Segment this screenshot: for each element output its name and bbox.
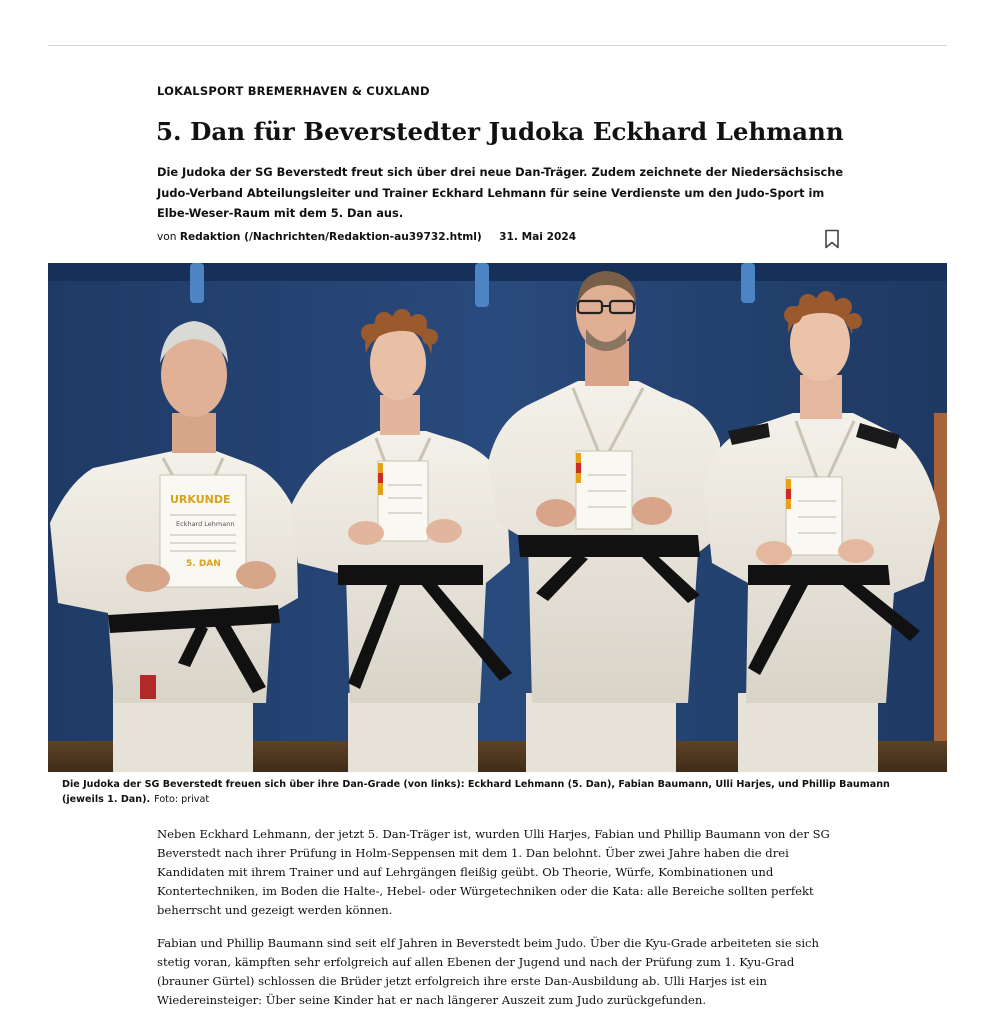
bookmark-icon[interactable] <box>824 229 840 249</box>
photo-caption <box>62 777 912 807</box>
caption-text: Die Judoka der SG Beverstedt freuen sich über ihre Dan-Grade (von links): Eckhard Lehmann (5. Dan), Fabian Baumann, Ulli Harjes, und Phillip Baumann (jeweils 1. Dan). <box>62 779 890 805</box>
wall-strap <box>190 263 204 303</box>
certificate-title: URKUNDE <box>170 493 231 506</box>
byline <box>157 231 576 243</box>
wall-strap <box>741 263 755 303</box>
article-headline: 5. Dan für Beverstedter Judoka Eckhard Lehmann <box>156 117 844 146</box>
body-paragraph: Neben Eckhard Lehmann, der jetzt 5. Dan-Träger ist, wurden Ulli Harjes, Fabian und Phillip Baumann von der SG Beverstedt nach ihrer Prüfung in Holm-Seppensen mit dem 1. Dan belohnt. Über zwei Jahre haben die drei Kandidaten mit ihrem Trainer und auf Lehrgängen fleißig geübt. Ob Theorie, Würfe, Kombinationen und Kontertechniken, im Boden die Halte-, Hebel- oder Würgetechniken oder die Kata: alle Bereiche sollten perfekt beherrscht und gezeigt werden können. <box>157 827 830 917</box>
author-link[interactable]: Redaktion (/Nachrichten/Redaktion-au39732.html) <box>179 231 482 243</box>
article-teaser: Die Judoka der SG Beverstedt freut sich über drei neue Dan-Träger. Zudem zeichnete der Niedersächsische Judo-Verband Abteilungsleiter und Trainer Eckhard Lehmann für seine Verdienste um den Judo-Sport im Elbe-Weser-Raum mit dem 5. Dan aus. <box>157 165 844 220</box>
certificate-grade: 5. DAN <box>186 559 221 569</box>
top-divider <box>48 45 947 46</box>
article-photo <box>48 263 947 772</box>
body-paragraph: Fabian und Phillip Baumann sind seit elf Jahren in Beverstedt beim Judo. Über die Kyu-Grade arbeiteten sie sich stetig voran, kämpften sehr erfolgreich auf allen Ebenen der Jugend und nach der Prüfung zum 1. Kyu-Grad (brauner Gürtel) schlossen die Brüder jetzt erfolgreich ihre erste Dan-Ausbildung ab. Ulli Harjes ist ein Wiedereinsteiger: Über seine Kinder hat er nach längerer Auszeit zum Judo zurückgefunden. <box>157 936 819 1007</box>
photo-credit: Foto: privat <box>154 794 210 805</box>
byline-prefix: von <box>157 231 177 243</box>
certificate-name: Eckhard Lehmann <box>176 520 235 528</box>
wall-strap <box>475 263 489 307</box>
publish-date: 31. Mai 2024 <box>499 231 577 243</box>
section-kicker: LOKALSPORT BREMERHAVEN & CUXLAND <box>157 84 430 98</box>
